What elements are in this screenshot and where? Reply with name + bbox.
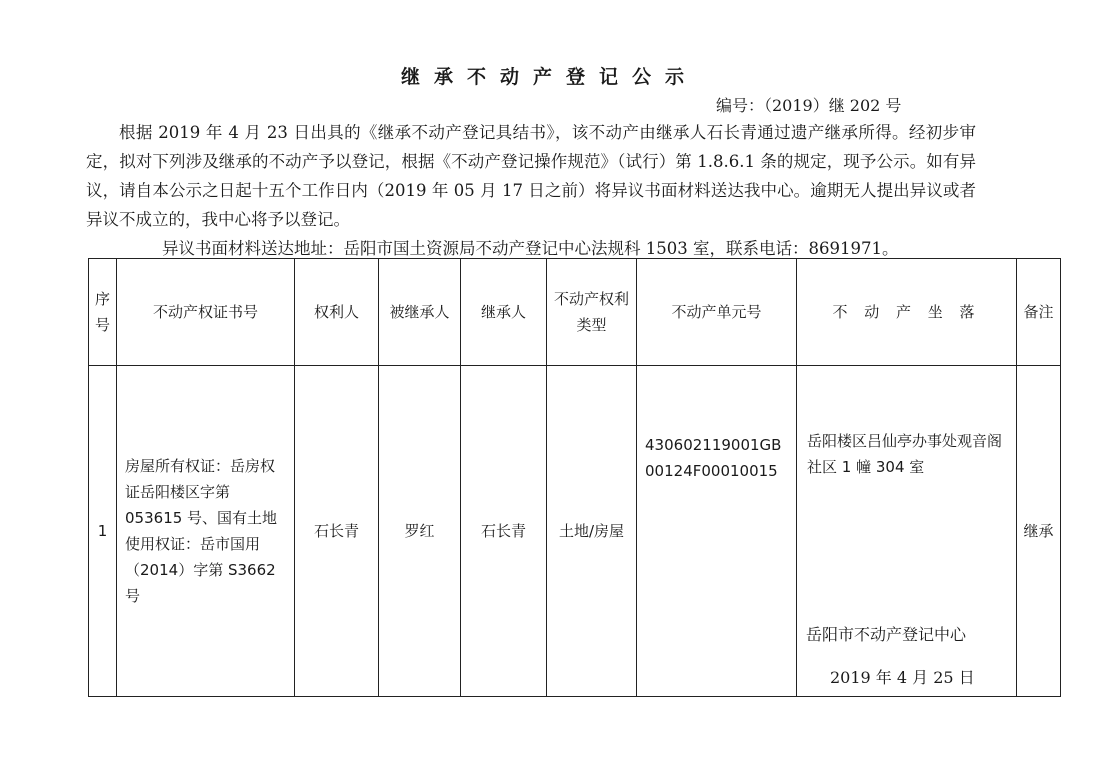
header-location: 不 动 产 坐 落: [797, 259, 1017, 366]
header-decedent: 被继承人: [379, 259, 461, 366]
notice-paragraph: 根据 2019 年 4 月 23 日出具的《继承不动产登记具结书》，该不动产由继承人石长青通过遗产继承所得。经初步审定，拟对下列涉及继承的不动产予以登记，根据《不动产登记操作规范》（试行）第 1.8.6.1 条的规定，现予公示。如有异议，请自本公示之日起十五个工作日内（2019 年 05 月 17 日之前）将异议书面材料送达我中心。逾期无人提出异议或者异议不成立的，我中心将予以登记。: [86, 123, 976, 229]
header-right-type: 不动产权利类型: [547, 259, 637, 366]
objection-address: 异议书面材料送达地址：岳阳市国土资源局不动产登记中心法规科 1503 室，联系电话：8691971。: [162, 239, 899, 258]
notice-title: 继承不动产登记公示: [400, 66, 698, 88]
document-number: 编号：（2019）继 202 号: [716, 96, 902, 115]
cell-heir: 石长青: [461, 366, 547, 697]
header-remark: 备注: [1017, 259, 1061, 366]
header-unit-no: 不动产单元号: [637, 259, 797, 366]
cell-unit-no: 430602119001GB00124F00010015: [637, 366, 797, 697]
cell-location: 岳阳楼区吕仙亭办事处观音阁社区 1 幢 304 室: [797, 366, 1017, 697]
header-seq: 序号: [89, 259, 117, 366]
table-row: [89, 366, 1061, 697]
cell-cert-no: 房屋所有权证：岳房权证岳阳楼区字第 053615 号、国有土地使用权证：岳市国用（2014）字第 S3662 号: [117, 366, 295, 697]
cell-seq: 1: [89, 366, 117, 697]
header-cert-no: 不动产权证书号: [117, 259, 295, 366]
cell-decedent: 罗红: [379, 366, 461, 697]
cell-right-type: 土地/房屋: [547, 366, 637, 697]
issue-date: 2019 年 4 月 25 日: [830, 668, 975, 687]
cell-remark: 继承: [1017, 366, 1061, 697]
header-heir: 继承人: [461, 259, 547, 366]
issuing-organization: 岳阳市不动产登记中心: [806, 625, 967, 644]
cell-obligee: 石长青: [295, 366, 379, 697]
table-header-row: [89, 259, 1061, 366]
header-obligee: 权利人: [295, 259, 379, 366]
